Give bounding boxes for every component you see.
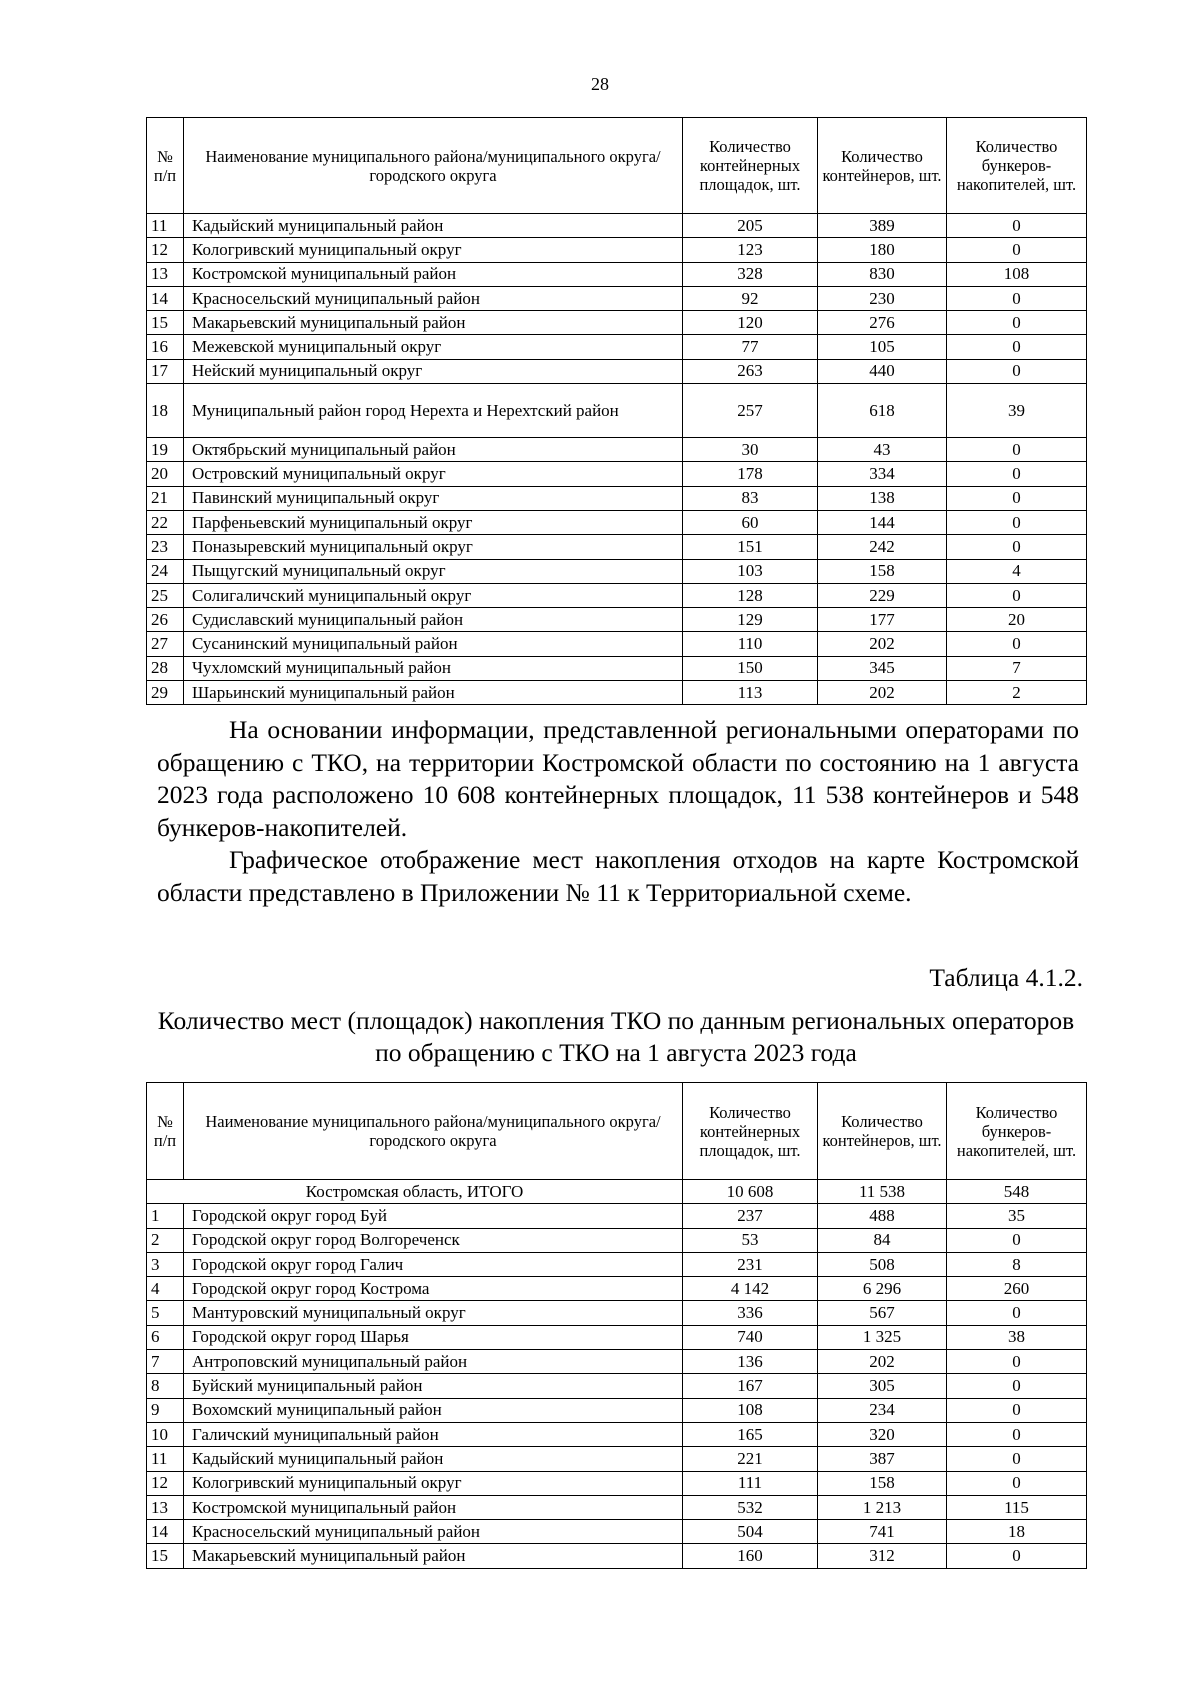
row-name: Кологривский муниципальный округ bbox=[184, 1471, 683, 1495]
table-row-total bbox=[147, 1180, 1087, 1204]
row-number: 7 bbox=[147, 1350, 184, 1374]
total-containers: 11 538 bbox=[818, 1180, 947, 1204]
row-number: 15 bbox=[147, 1544, 184, 1568]
row-bunkers: 0 bbox=[947, 1228, 1087, 1252]
row-sites: 231 bbox=[683, 1252, 818, 1276]
row-sites: 92 bbox=[683, 286, 818, 310]
table-row bbox=[147, 681, 1087, 705]
total-bunkers: 548 bbox=[947, 1180, 1087, 1204]
row-containers: 320 bbox=[818, 1422, 947, 1446]
row-sites: 237 bbox=[683, 1204, 818, 1228]
row-number: 28 bbox=[147, 656, 184, 680]
row-containers: 180 bbox=[818, 238, 947, 262]
table-row bbox=[147, 1398, 1087, 1422]
row-bunkers: 7 bbox=[947, 656, 1087, 680]
row-containers: 1 213 bbox=[818, 1495, 947, 1519]
row-bunkers: 0 bbox=[947, 1398, 1087, 1422]
row-bunkers: 115 bbox=[947, 1495, 1087, 1519]
header-sites: Количество контейнерных площадок, шт. bbox=[683, 118, 818, 214]
row-number: 6 bbox=[147, 1325, 184, 1349]
row-bunkers: 0 bbox=[947, 214, 1087, 238]
row-containers: 234 bbox=[818, 1398, 947, 1422]
table-row bbox=[147, 238, 1087, 262]
row-sites: 136 bbox=[683, 1350, 818, 1374]
row-sites: 151 bbox=[683, 535, 818, 559]
row-bunkers: 0 bbox=[947, 1422, 1087, 1446]
row-number: 22 bbox=[147, 510, 184, 534]
table-row bbox=[147, 486, 1087, 510]
table-row bbox=[147, 1422, 1087, 1446]
row-containers: 440 bbox=[818, 359, 947, 383]
row-bunkers: 0 bbox=[947, 462, 1087, 486]
row-bunkers: 20 bbox=[947, 608, 1087, 632]
table-container-sites-by-operators bbox=[146, 1082, 1087, 1569]
row-number: 5 bbox=[147, 1301, 184, 1325]
row-bunkers: 39 bbox=[947, 384, 1087, 438]
paragraph-map-reference bbox=[157, 844, 1079, 909]
row-sites: 60 bbox=[683, 510, 818, 534]
table-row bbox=[147, 1495, 1087, 1519]
table-row bbox=[147, 335, 1087, 359]
table-body bbox=[147, 214, 1087, 705]
row-name: Межевской муниципальный округ bbox=[184, 335, 683, 359]
row-containers: 387 bbox=[818, 1447, 947, 1471]
row-name: Пыщугский муниципальный округ bbox=[184, 559, 683, 583]
row-name: Кадыйский муниципальный район bbox=[184, 1447, 683, 1471]
table-row bbox=[147, 262, 1087, 286]
table-row bbox=[147, 559, 1087, 583]
row-number: 26 bbox=[147, 608, 184, 632]
row-number: 4 bbox=[147, 1277, 184, 1301]
row-name: Городской округ город Галич bbox=[184, 1252, 683, 1276]
table-row bbox=[147, 656, 1087, 680]
row-name: Городской округ город Буй bbox=[184, 1204, 683, 1228]
row-number: 19 bbox=[147, 438, 184, 462]
row-containers: 202 bbox=[818, 632, 947, 656]
row-sites: 103 bbox=[683, 559, 818, 583]
row-sites: 740 bbox=[683, 1325, 818, 1349]
row-sites: 110 bbox=[683, 632, 818, 656]
row-bunkers: 8 bbox=[947, 1252, 1087, 1276]
row-name: Костромской муниципальный район bbox=[184, 262, 683, 286]
row-number: 21 bbox=[147, 486, 184, 510]
row-containers: 508 bbox=[818, 1252, 947, 1276]
paragraph-map-reference-text: Графическое отображение мест накопления отходов на карте Костромской области представлено в Приложении № 11 к Территориальной схеме. bbox=[157, 845, 1079, 907]
row-containers: 242 bbox=[818, 535, 947, 559]
row-number: 12 bbox=[147, 1471, 184, 1495]
row-containers: 345 bbox=[818, 656, 947, 680]
row-name: Городской округ город Шарья bbox=[184, 1325, 683, 1349]
row-number: 1 bbox=[147, 1204, 184, 1228]
row-sites: 30 bbox=[683, 438, 818, 462]
row-containers: 312 bbox=[818, 1544, 947, 1568]
row-sites: 328 bbox=[683, 262, 818, 286]
row-name: Поназыревский муниципальный округ bbox=[184, 535, 683, 559]
row-sites: 53 bbox=[683, 1228, 818, 1252]
row-bunkers: 0 bbox=[947, 1350, 1087, 1374]
row-number: 17 bbox=[147, 359, 184, 383]
row-number: 2 bbox=[147, 1228, 184, 1252]
row-bunkers: 0 bbox=[947, 486, 1087, 510]
row-sites: 111 bbox=[683, 1471, 818, 1495]
header-sites: Количество контейнерных площадок, шт. bbox=[683, 1083, 818, 1180]
row-name: Вохомский муниципальный район bbox=[184, 1398, 683, 1422]
table-row bbox=[147, 1471, 1087, 1495]
row-name: Кологривский муниципальный округ bbox=[184, 238, 683, 262]
row-bunkers: 0 bbox=[947, 1544, 1087, 1568]
header-bunkers: Количество бункеров-накопителей, шт. bbox=[947, 1083, 1087, 1180]
row-bunkers: 0 bbox=[947, 1374, 1087, 1398]
header-name: Наименование муниципального района/муниципального округа/городского округа bbox=[184, 118, 683, 214]
row-number: 20 bbox=[147, 462, 184, 486]
header-containers: Количество контейнеров, шт. bbox=[818, 118, 947, 214]
row-bunkers: 0 bbox=[947, 1471, 1087, 1495]
row-name: Красносельский муниципальный район bbox=[184, 286, 683, 310]
table-row bbox=[147, 359, 1087, 383]
table-row bbox=[147, 438, 1087, 462]
row-sites: 221 bbox=[683, 1447, 818, 1471]
row-bunkers: 0 bbox=[947, 335, 1087, 359]
row-containers: 618 bbox=[818, 384, 947, 438]
row-sites: 263 bbox=[683, 359, 818, 383]
row-number: 12 bbox=[147, 238, 184, 262]
table-label: Таблица 4.1.2. bbox=[929, 963, 1083, 992]
row-containers: 389 bbox=[818, 214, 947, 238]
row-number: 13 bbox=[147, 1495, 184, 1519]
table-header-row bbox=[147, 118, 1087, 214]
row-number: 18 bbox=[147, 384, 184, 438]
table-row bbox=[147, 1204, 1087, 1228]
row-name: Павинский муниципальный округ bbox=[184, 486, 683, 510]
row-number: 9 bbox=[147, 1398, 184, 1422]
header-num: № п/п bbox=[147, 118, 184, 214]
row-bunkers: 35 bbox=[947, 1204, 1087, 1228]
row-number: 8 bbox=[147, 1374, 184, 1398]
row-number: 11 bbox=[147, 1447, 184, 1471]
row-number: 25 bbox=[147, 583, 184, 607]
row-name: Солигаличский муниципальный округ bbox=[184, 583, 683, 607]
row-name: Буйский муниципальный район bbox=[184, 1374, 683, 1398]
row-sites: 504 bbox=[683, 1520, 818, 1544]
row-number: 27 bbox=[147, 632, 184, 656]
header-bunkers: Количество бункеров-накопителей, шт. bbox=[947, 118, 1087, 214]
row-containers: 305 bbox=[818, 1374, 947, 1398]
row-sites: 83 bbox=[683, 486, 818, 510]
row-containers: 830 bbox=[818, 262, 947, 286]
paragraph-summary bbox=[157, 714, 1079, 844]
row-sites: 108 bbox=[683, 1398, 818, 1422]
row-number: 11 bbox=[147, 214, 184, 238]
row-name: Шарьинский муниципальный район bbox=[184, 681, 683, 705]
row-bunkers: 0 bbox=[947, 510, 1087, 534]
row-number: 15 bbox=[147, 311, 184, 335]
total-sites: 10 608 bbox=[683, 1180, 818, 1204]
row-name: Красносельский муниципальный район bbox=[184, 1520, 683, 1544]
row-name: Парфеньевский муниципальный округ bbox=[184, 510, 683, 534]
table-row bbox=[147, 632, 1087, 656]
row-bunkers: 0 bbox=[947, 359, 1087, 383]
header-containers: Количество контейнеров, шт. bbox=[818, 1083, 947, 1180]
row-containers: 334 bbox=[818, 462, 947, 486]
row-name: Чухломский муниципальный район bbox=[184, 656, 683, 680]
row-containers: 158 bbox=[818, 1471, 947, 1495]
table-row bbox=[147, 1544, 1087, 1568]
row-bunkers: 4 bbox=[947, 559, 1087, 583]
table-row bbox=[147, 1252, 1087, 1276]
row-bunkers: 0 bbox=[947, 1301, 1087, 1325]
row-containers: 158 bbox=[818, 559, 947, 583]
row-sites: 77 bbox=[683, 335, 818, 359]
table-row bbox=[147, 384, 1087, 438]
row-number: 13 bbox=[147, 262, 184, 286]
row-containers: 144 bbox=[818, 510, 947, 534]
table-row bbox=[147, 1301, 1087, 1325]
row-number: 3 bbox=[147, 1252, 184, 1276]
row-containers: 488 bbox=[818, 1204, 947, 1228]
table-row bbox=[147, 286, 1087, 310]
row-containers: 43 bbox=[818, 438, 947, 462]
row-name: Муниципальный район город Нерехта и Нерехтский район bbox=[184, 384, 683, 438]
header-name: Наименование муниципального района/муниципального округа/городского округа bbox=[184, 1083, 683, 1180]
row-containers: 84 bbox=[818, 1228, 947, 1252]
table-row bbox=[147, 214, 1087, 238]
table-row bbox=[147, 1520, 1087, 1544]
row-sites: 532 bbox=[683, 1495, 818, 1519]
page-number: 28 bbox=[591, 74, 609, 94]
row-containers: 202 bbox=[818, 1350, 947, 1374]
row-containers: 1 325 bbox=[818, 1325, 947, 1349]
table-container-sites-continued bbox=[146, 117, 1087, 705]
row-name: Городской округ город Волгореченск bbox=[184, 1228, 683, 1252]
row-bunkers: 0 bbox=[947, 583, 1087, 607]
row-sites: 4 142 bbox=[683, 1277, 818, 1301]
row-bunkers: 2 bbox=[947, 681, 1087, 705]
row-sites: 120 bbox=[683, 311, 818, 335]
row-name: Макарьевский муниципальный район bbox=[184, 311, 683, 335]
row-name: Галичский муниципальный район bbox=[184, 1422, 683, 1446]
table-row bbox=[147, 510, 1087, 534]
row-bunkers: 0 bbox=[947, 238, 1087, 262]
row-name: Антроповский муниципальный район bbox=[184, 1350, 683, 1374]
table-row bbox=[147, 583, 1087, 607]
row-containers: 138 bbox=[818, 486, 947, 510]
row-sites: 160 bbox=[683, 1544, 818, 1568]
row-containers: 6 296 bbox=[818, 1277, 947, 1301]
row-name: Мантуровский муниципальный округ bbox=[184, 1301, 683, 1325]
table-row bbox=[147, 1228, 1087, 1252]
header-num: № п/п bbox=[147, 1083, 184, 1180]
table-row bbox=[147, 1277, 1087, 1301]
row-containers: 230 bbox=[818, 286, 947, 310]
row-sites: 205 bbox=[683, 214, 818, 238]
row-sites: 167 bbox=[683, 1374, 818, 1398]
row-number: 10 bbox=[147, 1422, 184, 1446]
table-header-row bbox=[147, 1083, 1087, 1180]
row-sites: 150 bbox=[683, 656, 818, 680]
row-sites: 123 bbox=[683, 238, 818, 262]
row-sites: 129 bbox=[683, 608, 818, 632]
row-name: Нейский муниципальный округ bbox=[184, 359, 683, 383]
row-sites: 165 bbox=[683, 1422, 818, 1446]
total-label: Костромская область, ИТОГО bbox=[147, 1180, 683, 1204]
row-containers: 276 bbox=[818, 311, 947, 335]
row-number: 14 bbox=[147, 1520, 184, 1544]
row-sites: 128 bbox=[683, 583, 818, 607]
row-bunkers: 260 bbox=[947, 1277, 1087, 1301]
table-title: Количество мест (площадок) накопления ТКО по данным региональных операторов по обращению с ТКО на 1 августа 2023 года bbox=[157, 1006, 1075, 1067]
row-number: 23 bbox=[147, 535, 184, 559]
row-bunkers: 108 bbox=[947, 262, 1087, 286]
row-name: Судиславский муниципальный район bbox=[184, 608, 683, 632]
row-name: Костромской муниципальный район bbox=[184, 1495, 683, 1519]
row-name: Городской округ город Кострома bbox=[184, 1277, 683, 1301]
row-bunkers: 0 bbox=[947, 311, 1087, 335]
row-bunkers: 0 bbox=[947, 1447, 1087, 1471]
row-name: Макарьевский муниципальный район bbox=[184, 1544, 683, 1568]
row-containers: 105 bbox=[818, 335, 947, 359]
row-number: 14 bbox=[147, 286, 184, 310]
row-sites: 113 bbox=[683, 681, 818, 705]
row-bunkers: 0 bbox=[947, 286, 1087, 310]
row-containers: 177 bbox=[818, 608, 947, 632]
table-row bbox=[147, 1325, 1087, 1349]
row-bunkers: 38 bbox=[947, 1325, 1087, 1349]
row-bunkers: 0 bbox=[947, 535, 1087, 559]
row-name: Островский муниципальный округ bbox=[184, 462, 683, 486]
table-row bbox=[147, 1350, 1087, 1374]
table-row bbox=[147, 311, 1087, 335]
row-bunkers: 0 bbox=[947, 632, 1087, 656]
row-sites: 257 bbox=[683, 384, 818, 438]
row-containers: 567 bbox=[818, 1301, 947, 1325]
row-number: 24 bbox=[147, 559, 184, 583]
row-containers: 741 bbox=[818, 1520, 947, 1544]
table-row bbox=[147, 462, 1087, 486]
table-row bbox=[147, 608, 1087, 632]
row-sites: 336 bbox=[683, 1301, 818, 1325]
paragraph-summary-text: На основании информации, представленной региональными операторами по обращению с ТКО, на территории Костромской области по состоянию на 1 августа 2023 года расположено 10 608 контейнерных площадок, 11 538 контейнеров и 548 бункеров-накопителей. bbox=[157, 715, 1079, 842]
row-name: Октябрьский муниципальный район bbox=[184, 438, 683, 462]
table-row bbox=[147, 1374, 1087, 1398]
table-row bbox=[147, 1447, 1087, 1471]
row-sites: 178 bbox=[683, 462, 818, 486]
row-bunkers: 0 bbox=[947, 438, 1087, 462]
row-bunkers: 18 bbox=[947, 1520, 1087, 1544]
row-name: Кадыйский муниципальный район bbox=[184, 214, 683, 238]
table-row bbox=[147, 535, 1087, 559]
row-name: Сусанинский муниципальный район bbox=[184, 632, 683, 656]
row-containers: 202 bbox=[818, 681, 947, 705]
row-number: 29 bbox=[147, 681, 184, 705]
table-body bbox=[147, 1180, 1087, 1569]
row-containers: 229 bbox=[818, 583, 947, 607]
row-number: 16 bbox=[147, 335, 184, 359]
